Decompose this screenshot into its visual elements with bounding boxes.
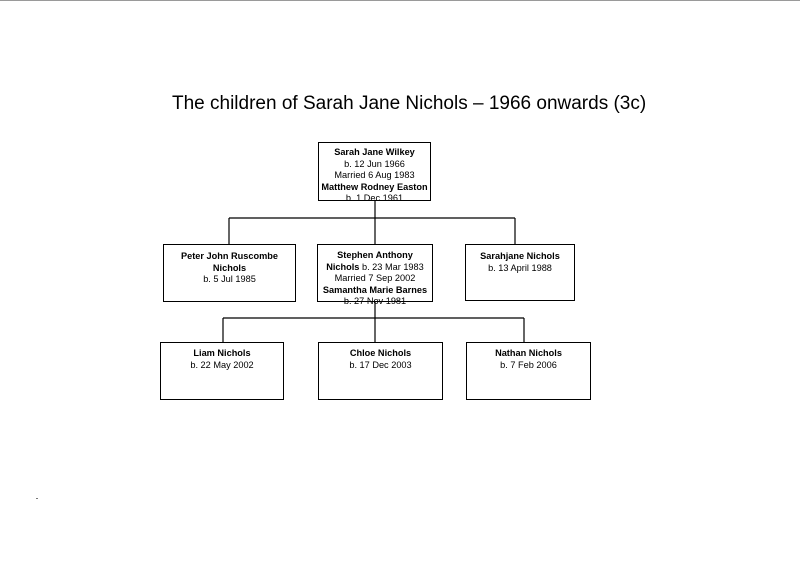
child-2-marriage: Married 7 Sep 2002 — [334, 273, 416, 283]
child-2-spouse-birth: b. 27 Nov 1981 — [343, 296, 407, 306]
root-person-birth: b. 12 Jun 1966 — [344, 158, 405, 169]
grandchild-1-name: Liam Nichols — [193, 348, 251, 358]
grandchild-2-box — [318, 342, 443, 400]
page-title: The children of Sarah Jane Nichols – 1966 onwards (3c) — [172, 93, 647, 114]
child-3-name: Sarahjane Nichols — [480, 251, 560, 261]
child-1-birth: b. 5 Jul 1985 — [203, 274, 256, 284]
grandchild-1-box — [160, 342, 284, 400]
root-spouse-name: Matthew Rodney Easton — [321, 181, 428, 192]
child-3-box — [465, 244, 575, 301]
grandchild-3-box — [466, 342, 591, 400]
scan-speck — [36, 498, 38, 499]
grandchild-3-name: Nathan Nichols — [495, 348, 562, 358]
grandchild-2-birth: b. 17 Dec 2003 — [349, 359, 412, 370]
child-1-name-line2: Nichols — [212, 262, 247, 273]
child-1-name-line1: Peter John Ruscombe — [180, 251, 278, 261]
root-person-name: Sarah Jane Wilkey — [334, 147, 415, 157]
grandchild-1-birth: b. 22 May 2002 — [190, 359, 254, 370]
child-2-name-line2 — [318, 262, 432, 274]
child-2-birth: b. 23 Mar 1983 — [359, 261, 424, 272]
root-spouse-birth: b. 1 Dec 1961 — [345, 193, 404, 203]
child-1-box — [163, 244, 296, 302]
child-2-surname: Nichols — [326, 261, 360, 272]
child-2-box — [317, 244, 433, 306]
child-2-name-line1: Stephen Anthony — [337, 250, 413, 260]
grandchild-3-birth: b. 7 Feb 2006 — [500, 359, 557, 370]
grandchild-2-name: Chloe Nichols — [349, 348, 412, 358]
root-person-box — [318, 142, 431, 201]
child-2-spouse-name: Samantha Marie Barnes — [322, 284, 428, 295]
root-person-marriage: Married 6 Aug 1983 — [334, 170, 415, 180]
child-3-birth: b. 13 April 1988 — [488, 262, 552, 273]
